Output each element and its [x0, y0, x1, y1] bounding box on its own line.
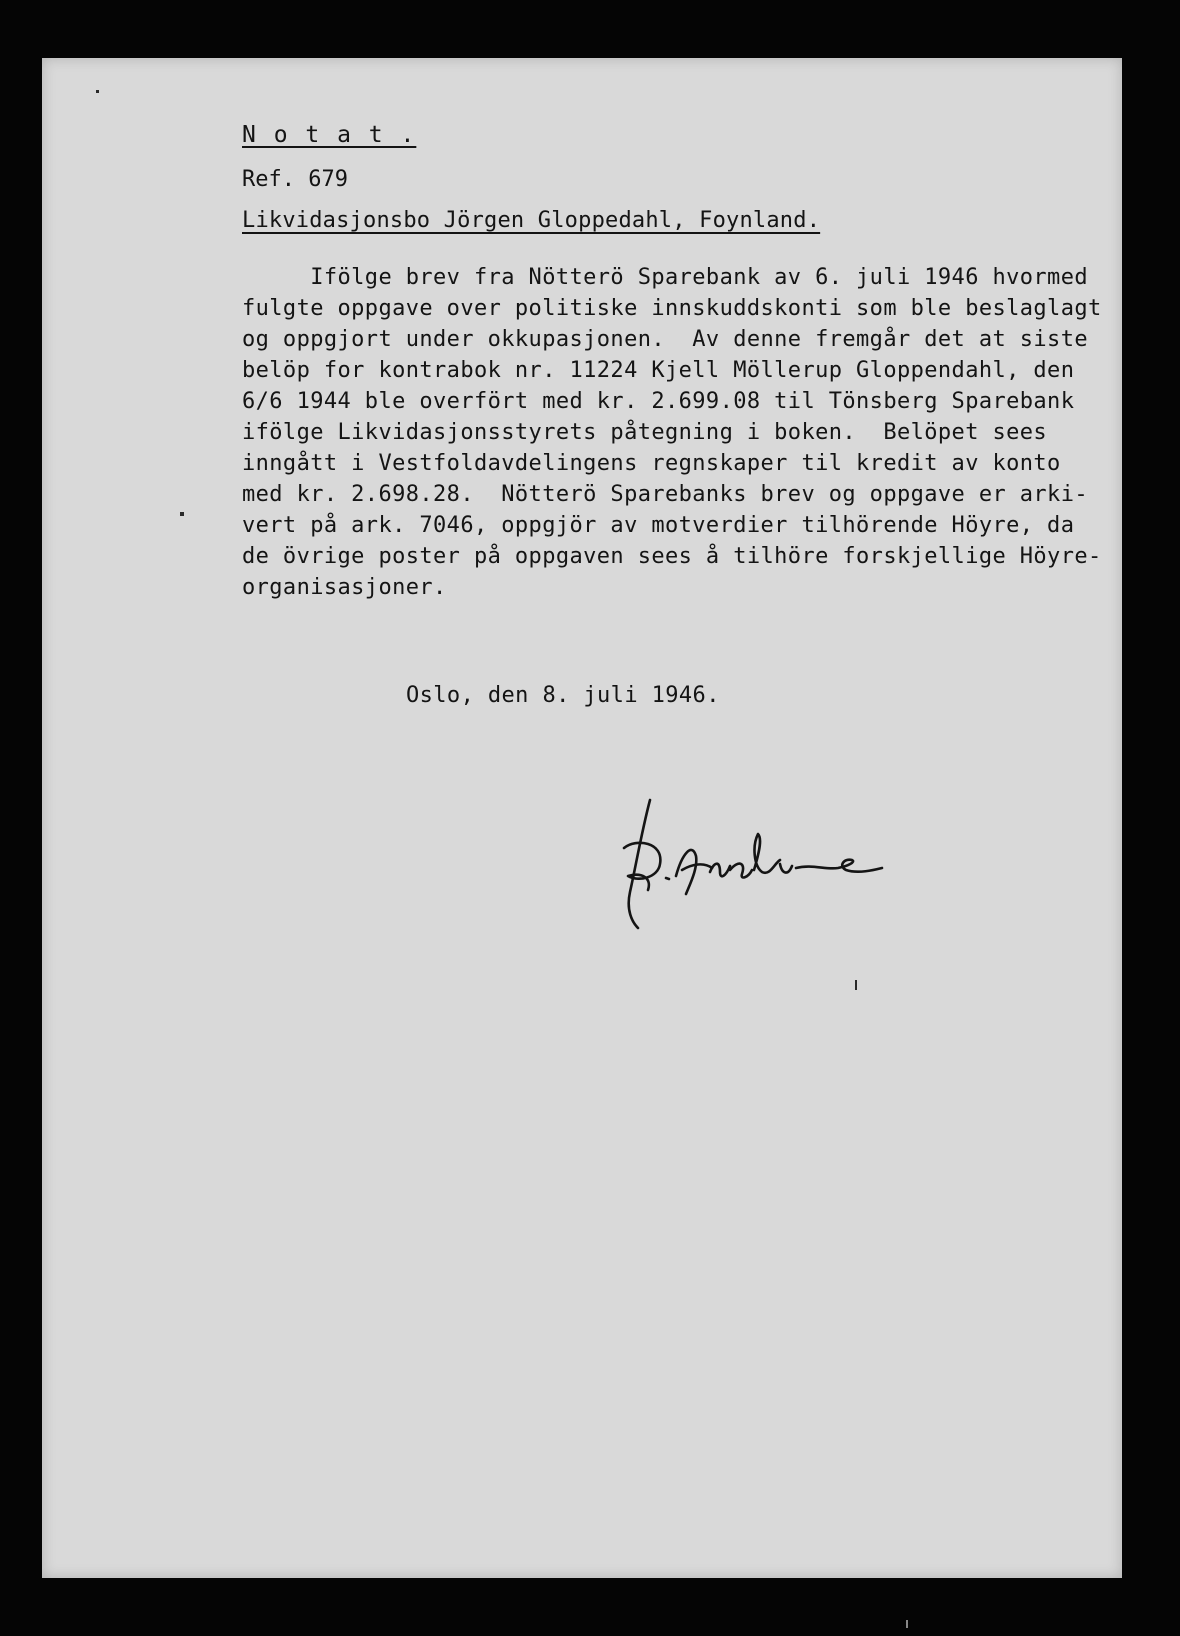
body-line: med kr. 2.698.28. Nötterö Sparebanks brev og oppgave er arki-: [242, 482, 1088, 507]
body-line: Ifölge brev fra Nötterö Sparebank av 6. juli 1946 hvormed: [242, 265, 1088, 290]
place-and-date: Oslo, den 8. juli 1946.: [406, 683, 720, 708]
body-line: organisasjoner.: [242, 575, 447, 600]
body-line: de övrige poster på oppgaven sees å tilhöre forskjellige Höyre-: [242, 544, 1102, 569]
body-line: 6/6 1944 ble overfört med kr. 2.699.08 til Tönsberg Sparebank: [242, 389, 1075, 414]
document-title: N o t a t .: [242, 122, 417, 148]
dust-speck: [180, 512, 184, 516]
dust-speck: [906, 1620, 908, 1628]
body-line: vert på ark. 7046, oppgjör av motverdier tilhörende Höyre, da: [242, 513, 1075, 538]
body-line: ifölge Likvidasjonsstyrets påtegning i boken. Belöpet sees: [242, 420, 1048, 445]
reference-number: Ref. 679: [242, 167, 348, 192]
body-line: inngått i Vestfoldavdelingens regnskaper til kredit av konto: [242, 451, 1061, 476]
dust-speck: [96, 90, 99, 93]
body-line: belöp for kontrabok nr. 11224 Kjell Möllerup Gloppendahl, den: [242, 358, 1075, 383]
signature-icon: [612, 790, 892, 940]
subject-line: Likvidasjonsbo Jörgen Gloppedahl, Foynland.: [242, 208, 821, 233]
dust-speck: [855, 980, 857, 990]
body-line: fulgte oppgave over politiske innskuddskonti som ble beslaglagt: [242, 296, 1102, 321]
body-line: og oppgjort under okkupasjonen. Av denne fremgår det at siste: [242, 327, 1088, 352]
